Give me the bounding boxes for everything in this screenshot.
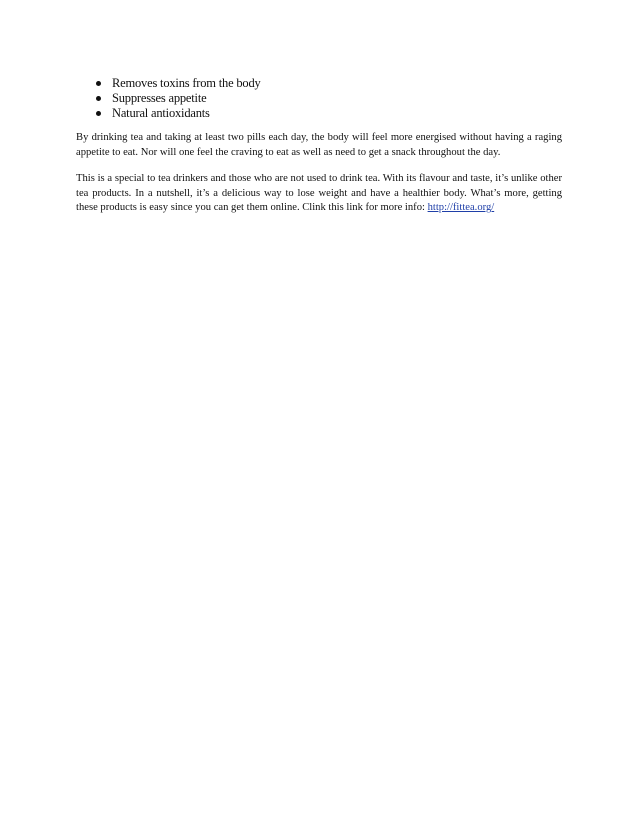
benefits-list (76, 76, 562, 121)
bullet-icon (96, 81, 101, 86)
list-item-text: Suppresses appetite (112, 91, 207, 105)
list-item (76, 106, 562, 121)
list-item (76, 76, 562, 91)
list-item-text: Natural antioxidants (112, 106, 210, 120)
fittea-link[interactable]: http://fittea.org/ (427, 202, 495, 214)
paragraph-details-text: This is a special to tea drinkers and those who are not used to drink tea. With its flavour and taste, it’s unlike other tea products. In a nutshell, it’s a delicious way to lose weight and have a healthier body. What’s more, getting these products is easy since you can get them online. Clink this link for more info: (76, 173, 562, 214)
bullet-icon (96, 111, 101, 116)
bullet-icon (96, 96, 101, 101)
paragraph-intro: By drinking tea and taking at least two pills each day, the body will feel more energised without having a raging appetite to eat. Nor will one feel the craving to eat as well as need to get a snack throughout the day. (76, 132, 562, 158)
list-item (76, 91, 562, 106)
document-page (76, 76, 562, 216)
paragraph-details (76, 172, 562, 216)
list-item-text: Removes toxins from the body (112, 76, 261, 90)
